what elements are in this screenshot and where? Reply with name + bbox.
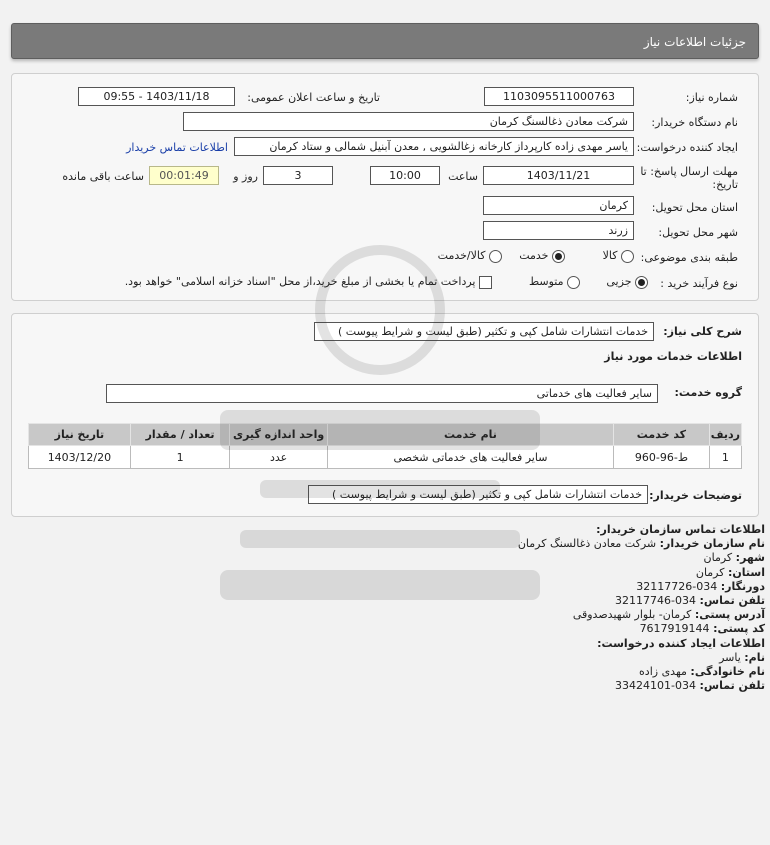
buyer-contact-link[interactable]: اطلاعات تماس خریدار [126,141,228,154]
column-header: ردیف [709,424,741,446]
table-cell: ط-96-960 [614,446,710,469]
remaining-time-label: ساعت باقی مانده [62,170,144,183]
radio-selected-icon[interactable] [552,250,565,263]
column-header: تعداد / مقدار [130,424,230,446]
column-header: کد خدمت [614,424,710,446]
radio-icon[interactable] [489,250,502,263]
contact-title: اطلاعات تماس سازمان خریدار: [596,523,765,536]
deadline-time-label: ساعت [448,170,478,183]
creator-label: ایجاد کننده درخواست: [636,141,738,154]
process-label: نوع فرآیند خرید : [660,277,738,290]
creator-family-row: نام خانوادگی: مهدی زاده [639,665,765,679]
need-number-field[interactable]: 1103095511000763 [484,87,634,106]
column-header: نام خدمت [327,424,613,446]
category-option-service[interactable]: خدمت [519,249,565,263]
page-header [11,23,759,59]
creator-field[interactable]: یاسر مهدی زاده کارپرداز کارخانه زغالشویی , معدن آبنیل شمالی و ستاد کرمان [234,137,634,156]
contact-info [5,523,765,693]
summary-label: شرح کلی نیاز: [663,325,742,338]
services-table [28,423,742,469]
table-header-row [29,424,742,446]
contact-fax-row: دورنگار: 034-32117726 [636,579,765,593]
category-label: طبقه بندی موضوعی: [640,251,738,264]
contact-org-row: نام سازمان خریدار: شرکت معادن ذغالسنگ کرمان [517,537,765,551]
announce-label: تاریخ و ساعت اعلان عمومی: [247,91,380,104]
treasury-payment-option[interactable]: پرداخت تمام یا بخشی از مبلغ خرید،از محل "اسناد خزانه اسلامی" خواهد بود. [125,275,492,289]
column-header: تاریخ نیاز [29,424,131,446]
table-row[interactable] [29,446,742,469]
city-label: شهر محل تحویل: [658,226,738,239]
creator-phone-row: تلفن تماس: 034-33424101 [615,679,765,693]
radio-icon[interactable] [567,276,580,289]
buyer-notes-field[interactable]: خدمات انتشارات شامل کپی و تکثیر (طبق لیست و شرایط پیوست ) [308,485,648,504]
remaining-time-field: 00:01:49 [149,166,219,185]
province-field[interactable]: کرمان [483,196,634,215]
radio-icon[interactable] [621,250,634,263]
need-info-panel [11,73,759,301]
deadline-time-field[interactable]: 10:00 [370,166,440,185]
process-option-medium[interactable]: متوسط [529,275,580,289]
table-cell: 1 [709,446,741,469]
category-option-goods-service[interactable]: کالا/خدمت [438,249,502,263]
contact-address-row: آدرس پستی: کرمان- بلوار شهیدصدوقی [572,608,765,622]
column-header: واحد اندازه گیری [230,424,328,446]
buyer-org-field[interactable]: شرکت معادن ذغالسنگ کرمان [183,112,634,131]
table-cell: 1 [130,446,230,469]
service-group-label: گروه خدمت: [674,386,742,399]
buyer-org-label: نام دستگاه خریدار: [651,116,738,129]
summary-field[interactable]: خدمات انتشارات شامل کپی و تکثیر (طبق لیست و شرایط پیوست ) [314,322,654,341]
deadline-date-label: تاریخ: [712,178,738,191]
service-group-field[interactable]: سایر فعالیت های خدماتی [106,384,658,403]
contact-province-row: استان: کرمان [695,565,765,579]
creator-name-row: نام: یاسر [719,650,765,664]
services-title: اطلاعات خدمات مورد نیاز [604,350,742,363]
page-title: جزئیات اطلاعات نیاز [643,35,746,49]
province-label: استان محل تحویل: [651,201,738,214]
buyer-notes-label: توضیحات خریدار: [649,489,742,502]
radio-selected-icon[interactable] [635,276,648,289]
checkbox-icon[interactable] [479,276,492,289]
contact-phone-row: تلفن تماس: 034-32117746 [615,594,765,608]
city-field[interactable]: زرند [483,221,634,240]
table-cell: 1403/12/20 [29,446,131,469]
category-option-goods[interactable]: کالا [603,249,634,263]
table-cell: عدد [230,446,328,469]
contact-postal-row: کد پستی: 7617919144 [639,622,765,636]
deadline-date-field[interactable]: 1403/11/21 [483,166,634,185]
process-option-minor[interactable]: جزیی [606,275,648,289]
need-details-panel [11,313,759,517]
table-cell: سایر فعالیت های خدماتی شخصی [327,446,613,469]
contact-city-row: شهر: کرمان [703,551,765,565]
days-label: روز و [233,170,258,183]
announce-field[interactable]: 1403/11/18 - 09:55 [78,87,235,106]
days-field[interactable]: 3 [263,166,333,185]
need-number-label: شماره نیاز: [685,91,738,104]
creator-info-title: اطلاعات ایجاد کننده درخواست: [597,636,765,650]
deadline-label: مهلت ارسال پاسخ: تا [640,165,738,178]
